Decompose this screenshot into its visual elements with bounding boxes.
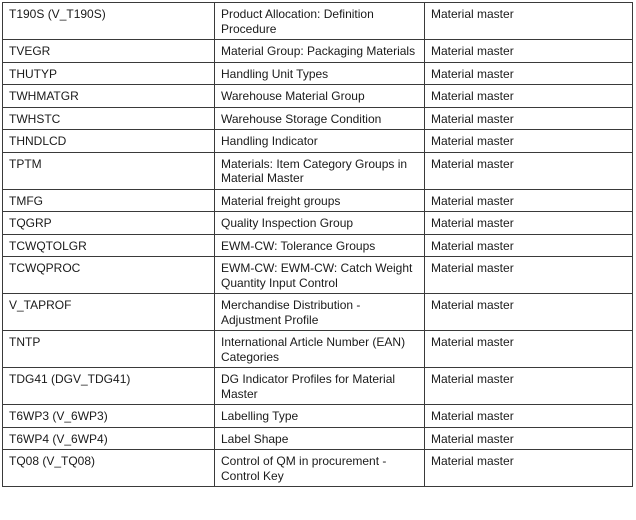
- table-row: [3, 40, 633, 63]
- table-name-cell: TCWQTOLGR: [3, 234, 215, 257]
- description-cell: International Article Number (EAN) Categories: [215, 331, 425, 368]
- table-name-cell: T190S (V_T190S): [3, 3, 215, 40]
- table-name-cell: THNDLCD: [3, 130, 215, 153]
- table-row: [3, 405, 633, 428]
- table-row: [3, 331, 633, 368]
- description-cell: EWM-CW: EWM-CW: Catch Weight Quantity Input Control: [215, 257, 425, 294]
- description-cell: Material Group: Packaging Materials: [215, 40, 425, 63]
- table-row: [3, 152, 633, 189]
- table-name-cell: TDG41 (DGV_TDG41): [3, 368, 215, 405]
- config-table: [2, 2, 633, 487]
- area-cell: Material master: [425, 130, 633, 153]
- area-cell: Material master: [425, 257, 633, 294]
- table-row: [3, 62, 633, 85]
- area-cell: Material master: [425, 152, 633, 189]
- description-cell: Control of QM in procurement - Control Key: [215, 450, 425, 487]
- table-name-cell: TQ08 (V_TQ08): [3, 450, 215, 487]
- area-cell: Material master: [425, 40, 633, 63]
- description-cell: Quality Inspection Group: [215, 212, 425, 235]
- table-name-cell: TNTP: [3, 331, 215, 368]
- area-cell: Material master: [425, 368, 633, 405]
- table-row: [3, 189, 633, 212]
- area-cell: Material master: [425, 234, 633, 257]
- description-cell: Label Shape: [215, 427, 425, 450]
- area-cell: Material master: [425, 3, 633, 40]
- area-cell: Material master: [425, 189, 633, 212]
- table-row: [3, 450, 633, 487]
- table-row: [3, 368, 633, 405]
- table-row: [3, 130, 633, 153]
- table-row: [3, 427, 633, 450]
- table-name-cell: TVEGR: [3, 40, 215, 63]
- description-cell: DG Indicator Profiles for Material Master: [215, 368, 425, 405]
- description-cell: Warehouse Storage Condition: [215, 107, 425, 130]
- area-cell: Material master: [425, 107, 633, 130]
- table-row: [3, 294, 633, 331]
- table-name-cell: TPTM: [3, 152, 215, 189]
- description-cell: Handling Unit Types: [215, 62, 425, 85]
- table-name-cell: THUTYP: [3, 62, 215, 85]
- table-row: [3, 85, 633, 108]
- table-row: [3, 257, 633, 294]
- table-name-cell: TMFG: [3, 189, 215, 212]
- area-cell: Material master: [425, 405, 633, 428]
- description-cell: Material freight groups: [215, 189, 425, 212]
- area-cell: Material master: [425, 85, 633, 108]
- table-row: [3, 3, 633, 40]
- area-cell: Material master: [425, 450, 633, 487]
- table-name-cell: T6WP4 (V_6WP4): [3, 427, 215, 450]
- table-row: [3, 212, 633, 235]
- table-row: [3, 234, 633, 257]
- table-name-cell: V_TAPROF: [3, 294, 215, 331]
- description-cell: Warehouse Material Group: [215, 85, 425, 108]
- table-name-cell: T6WP3 (V_6WP3): [3, 405, 215, 428]
- description-cell: Merchandise Distribution - Adjustment Profile: [215, 294, 425, 331]
- area-cell: Material master: [425, 62, 633, 85]
- description-cell: Product Allocation: Definition Procedure: [215, 3, 425, 40]
- area-cell: Material master: [425, 294, 633, 331]
- table-row: [3, 107, 633, 130]
- area-cell: Material master: [425, 212, 633, 235]
- area-cell: Material master: [425, 331, 633, 368]
- table-name-cell: TCWQPROC: [3, 257, 215, 294]
- table-body: [3, 3, 633, 487]
- description-cell: Materials: Item Category Groups in Material Master: [215, 152, 425, 189]
- table-name-cell: TWHMATGR: [3, 85, 215, 108]
- table-name-cell: TWHSTC: [3, 107, 215, 130]
- description-cell: Handling Indicator: [215, 130, 425, 153]
- description-cell: Labelling Type: [215, 405, 425, 428]
- area-cell: Material master: [425, 427, 633, 450]
- description-cell: EWM-CW: Tolerance Groups: [215, 234, 425, 257]
- table-name-cell: TQGRP: [3, 212, 215, 235]
